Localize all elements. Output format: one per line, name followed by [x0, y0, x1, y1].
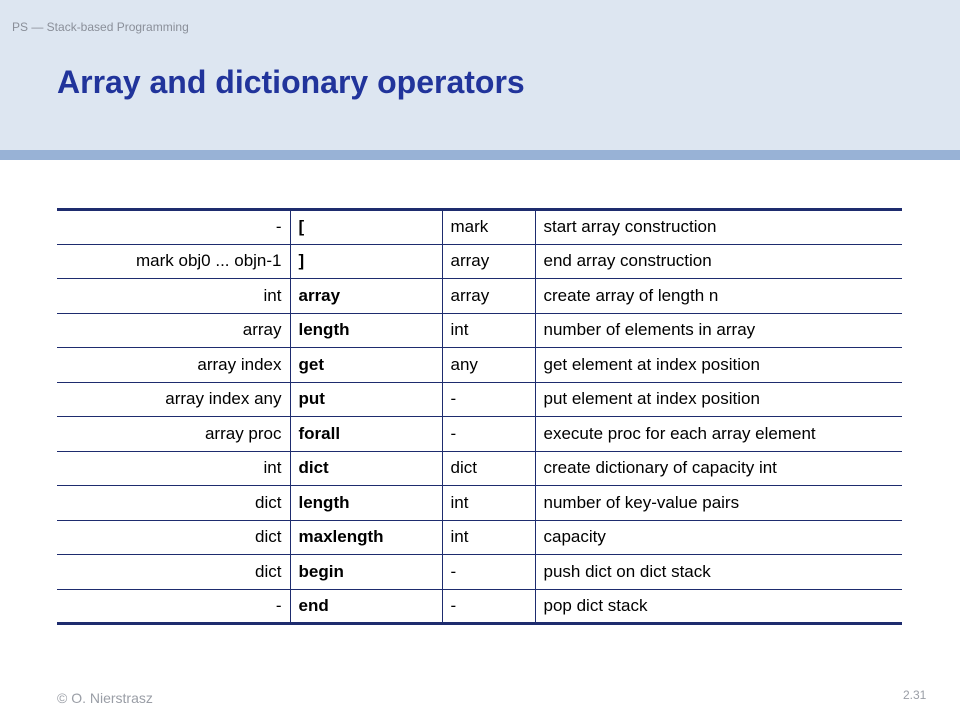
result-cell: dict [442, 451, 535, 486]
operator-cell: length [290, 486, 442, 521]
result-cell: - [442, 382, 535, 417]
operator-cell: forall [290, 417, 442, 452]
result-cell: - [442, 555, 535, 590]
table-row [57, 589, 902, 624]
description-cell: number of elements in array [535, 313, 902, 348]
result-cell: - [442, 417, 535, 452]
operand-cell: int [57, 279, 290, 314]
page-number: 2.31 [903, 688, 927, 702]
operator-cell: dict [290, 451, 442, 486]
result-cell: int [442, 520, 535, 555]
operand-cell: mark obj0 ... objn-1 [57, 244, 290, 279]
operator-cell: maxlength [290, 520, 442, 555]
result-cell: int [442, 313, 535, 348]
result-cell: - [442, 589, 535, 624]
result-cell: int [442, 486, 535, 521]
table-row [57, 451, 902, 486]
course-label: PS — Stack-based Programming [12, 20, 189, 34]
table-row [57, 555, 902, 590]
table-row [57, 486, 902, 521]
operand-cell: - [275, 595, 282, 615]
slide-title: Array and dictionary operators [57, 64, 525, 100]
table-row [57, 210, 902, 245]
description-cell: capacity [535, 520, 902, 555]
description-cell: put element at index position [535, 382, 902, 417]
table-row [57, 417, 902, 452]
operand-cell: array [57, 313, 290, 348]
operand-cell: dict [57, 486, 290, 521]
copyright-text: © O. Nierstrasz [57, 690, 153, 706]
operator-cell: array [290, 279, 442, 314]
operand-cell: - [57, 210, 290, 245]
operand-cell: array index [57, 348, 290, 383]
operator-table [57, 208, 902, 625]
table-row [57, 313, 902, 348]
table-row [57, 244, 902, 279]
table-row [57, 348, 902, 383]
operator-cell: length [290, 313, 442, 348]
operand-cell: array index any [57, 382, 290, 417]
operand-cell: dict [57, 520, 290, 555]
operand-cell: array proc [57, 417, 290, 452]
operand-cell: dict [57, 555, 290, 590]
operator-cell: begin [290, 555, 442, 590]
description-cell: create dictionary of capacity int [535, 451, 902, 486]
description-cell: pop dict stack [535, 589, 902, 624]
operator-cell: end [290, 589, 442, 624]
description-cell: push dict on dict stack [535, 555, 902, 590]
header-divider [0, 150, 960, 160]
result-cell: array [442, 244, 535, 279]
description-cell: execute proc for each array element [535, 417, 902, 452]
table-row [57, 520, 902, 555]
result-cell: any [442, 348, 535, 383]
operator-cell: ] [290, 244, 442, 279]
result-cell: mark [442, 210, 535, 245]
table-row [57, 382, 902, 417]
result-cell: array [442, 279, 535, 314]
description-cell: number of key-value pairs [535, 486, 902, 521]
operand-cell: int [57, 451, 290, 486]
operator-table-body [57, 210, 902, 624]
operator-cell: put [290, 382, 442, 417]
operator-cell: [ [290, 210, 442, 245]
table-row [57, 279, 902, 314]
description-cell: end array construction [535, 244, 902, 279]
description-cell: create array of length n [535, 279, 902, 314]
description-cell: start array construction [535, 210, 902, 245]
description-cell: get element at index position [535, 348, 902, 383]
operator-cell: get [290, 348, 442, 383]
